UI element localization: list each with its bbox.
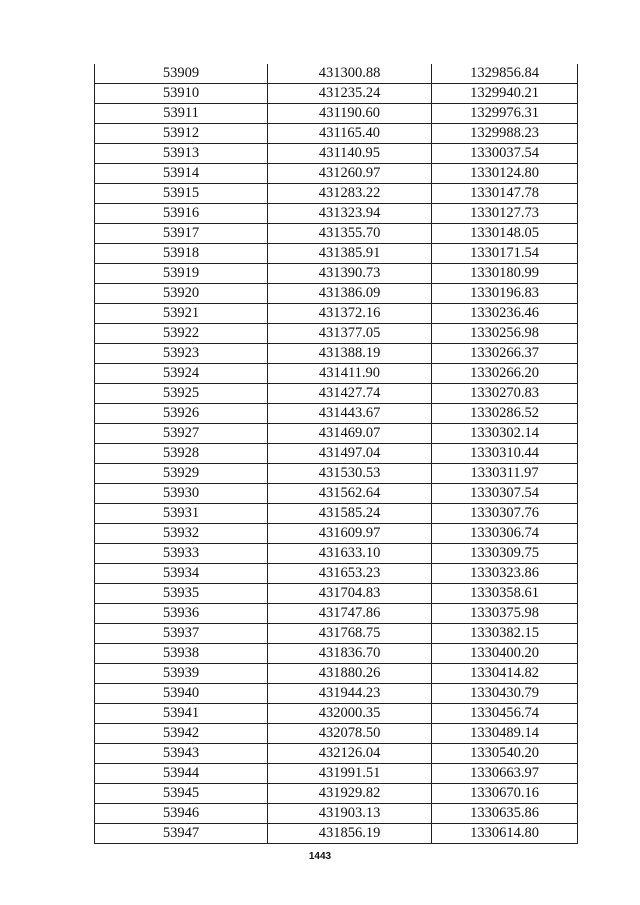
point-id-cell: 53925 <box>95 384 268 404</box>
table-row <box>95 564 578 584</box>
y-coordinate-cell: 1330489.14 <box>432 724 578 744</box>
y-coordinate-cell: 1330323.86 <box>432 564 578 584</box>
point-id-cell: 53909 <box>95 64 268 84</box>
point-id-cell: 53912 <box>95 124 268 144</box>
table-row <box>95 264 578 284</box>
y-coordinate-cell: 1330270.83 <box>432 384 578 404</box>
y-coordinate-cell: 1330430.79 <box>432 684 578 704</box>
table-row <box>95 124 578 144</box>
point-id-cell: 53923 <box>95 344 268 364</box>
table-row <box>95 104 578 124</box>
x-coordinate-cell: 431427.74 <box>268 384 432 404</box>
x-coordinate-cell: 431609.97 <box>268 524 432 544</box>
x-coordinate-cell: 431386.09 <box>268 284 432 304</box>
point-id-cell: 53926 <box>95 404 268 424</box>
table-row <box>95 624 578 644</box>
x-coordinate-cell: 431260.97 <box>268 164 432 184</box>
x-coordinate-cell: 431235.24 <box>268 84 432 104</box>
x-coordinate-cell: 431585.24 <box>268 504 432 524</box>
table-row <box>95 284 578 304</box>
table-row <box>95 404 578 424</box>
y-coordinate-cell: 1330670.16 <box>432 784 578 804</box>
x-coordinate-cell: 431836.70 <box>268 644 432 664</box>
point-id-cell: 53927 <box>95 424 268 444</box>
point-id-cell: 53919 <box>95 264 268 284</box>
x-coordinate-cell: 432078.50 <box>268 724 432 744</box>
point-id-cell: 53922 <box>95 324 268 344</box>
y-coordinate-cell: 1329856.84 <box>432 64 578 84</box>
y-coordinate-cell: 1330358.61 <box>432 584 578 604</box>
point-id-cell: 53941 <box>95 704 268 724</box>
x-coordinate-cell: 431562.64 <box>268 484 432 504</box>
point-id-cell: 53924 <box>95 364 268 384</box>
point-id-cell: 53946 <box>95 804 268 824</box>
y-coordinate-cell: 1330310.44 <box>432 444 578 464</box>
table-row <box>95 444 578 464</box>
point-id-cell: 53930 <box>95 484 268 504</box>
y-coordinate-cell: 1330414.82 <box>432 664 578 684</box>
y-coordinate-cell: 1330635.86 <box>432 804 578 824</box>
table-row <box>95 144 578 164</box>
point-id-cell: 53911 <box>95 104 268 124</box>
point-id-cell: 53931 <box>95 504 268 524</box>
y-coordinate-cell: 1330236.46 <box>432 304 578 324</box>
y-coordinate-cell: 1330307.76 <box>432 504 578 524</box>
point-id-cell: 53937 <box>95 624 268 644</box>
table-row <box>95 704 578 724</box>
table-row <box>95 504 578 524</box>
y-coordinate-cell: 1330266.20 <box>432 364 578 384</box>
table-row <box>95 464 578 484</box>
x-coordinate-cell: 431411.90 <box>268 364 432 384</box>
x-coordinate-cell: 431390.73 <box>268 264 432 284</box>
x-coordinate-cell: 431704.83 <box>268 584 432 604</box>
x-coordinate-cell: 431633.10 <box>268 544 432 564</box>
x-coordinate-cell: 431653.23 <box>268 564 432 584</box>
x-coordinate-cell: 431469.07 <box>268 424 432 444</box>
x-coordinate-cell: 431443.67 <box>268 404 432 424</box>
point-id-cell: 53939 <box>95 664 268 684</box>
x-coordinate-cell: 431388.19 <box>268 344 432 364</box>
point-id-cell: 53913 <box>95 144 268 164</box>
x-coordinate-cell: 431385.91 <box>268 244 432 264</box>
table-row <box>95 744 578 764</box>
y-coordinate-cell: 1330456.74 <box>432 704 578 724</box>
point-id-cell: 53916 <box>95 204 268 224</box>
point-id-cell: 53921 <box>95 304 268 324</box>
y-coordinate-cell: 1330256.98 <box>432 324 578 344</box>
table-row <box>95 584 578 604</box>
x-coordinate-cell: 431929.82 <box>268 784 432 804</box>
y-coordinate-cell: 1330148.05 <box>432 224 578 244</box>
x-coordinate-cell: 431747.86 <box>268 604 432 624</box>
table-body <box>95 64 578 844</box>
point-id-cell: 53929 <box>95 464 268 484</box>
y-coordinate-cell: 1330307.54 <box>432 484 578 504</box>
x-coordinate-cell: 431372.16 <box>268 304 432 324</box>
point-id-cell: 53920 <box>95 284 268 304</box>
table-row <box>95 484 578 504</box>
x-coordinate-cell: 431140.95 <box>268 144 432 164</box>
x-coordinate-cell: 431880.26 <box>268 664 432 684</box>
x-coordinate-cell: 431768.75 <box>268 624 432 644</box>
table-row <box>95 644 578 664</box>
y-coordinate-cell: 1330306.74 <box>432 524 578 544</box>
y-coordinate-cell: 1330147.78 <box>432 184 578 204</box>
y-coordinate-cell: 1330400.20 <box>432 644 578 664</box>
y-coordinate-cell: 1330540.20 <box>432 744 578 764</box>
point-id-cell: 53943 <box>95 744 268 764</box>
table-row <box>95 524 578 544</box>
x-coordinate-cell: 432126.04 <box>268 744 432 764</box>
x-coordinate-cell: 431355.70 <box>268 224 432 244</box>
point-id-cell: 53928 <box>95 444 268 464</box>
table-row <box>95 224 578 244</box>
y-coordinate-cell: 1329988.23 <box>432 124 578 144</box>
y-coordinate-cell: 1330196.83 <box>432 284 578 304</box>
table-row <box>95 544 578 564</box>
y-coordinate-cell: 1330124.80 <box>432 164 578 184</box>
point-id-cell: 53940 <box>95 684 268 704</box>
x-coordinate-cell: 431165.40 <box>268 124 432 144</box>
x-coordinate-cell: 431283.22 <box>268 184 432 204</box>
table-row <box>95 824 578 844</box>
y-coordinate-cell: 1330127.73 <box>432 204 578 224</box>
x-coordinate-cell: 431497.04 <box>268 444 432 464</box>
table-row <box>95 604 578 624</box>
x-coordinate-cell: 431300.88 <box>268 64 432 84</box>
point-id-cell: 53938 <box>95 644 268 664</box>
point-id-cell: 53917 <box>95 224 268 244</box>
x-coordinate-cell: 432000.35 <box>268 704 432 724</box>
table-row <box>95 184 578 204</box>
point-id-cell: 53945 <box>95 784 268 804</box>
x-coordinate-cell: 431377.05 <box>268 324 432 344</box>
x-coordinate-cell: 431903.13 <box>268 804 432 824</box>
x-coordinate-cell: 431323.94 <box>268 204 432 224</box>
y-coordinate-cell: 1329940.21 <box>432 84 578 104</box>
table-row <box>95 684 578 704</box>
point-id-cell: 53933 <box>95 544 268 564</box>
y-coordinate-cell: 1330663.97 <box>432 764 578 784</box>
point-id-cell: 53935 <box>95 584 268 604</box>
table-row <box>95 384 578 404</box>
y-coordinate-cell: 1330037.54 <box>432 144 578 164</box>
table-row <box>95 804 578 824</box>
y-coordinate-cell: 1330286.52 <box>432 404 578 424</box>
table-row <box>95 324 578 344</box>
table-row <box>95 84 578 104</box>
point-id-cell: 53942 <box>95 724 268 744</box>
point-id-cell: 53947 <box>95 824 268 844</box>
y-coordinate-cell: 1330302.14 <box>432 424 578 444</box>
x-coordinate-cell: 431856.19 <box>268 824 432 844</box>
table-row <box>95 64 578 84</box>
y-coordinate-cell: 1330309.75 <box>432 544 578 564</box>
table-row <box>95 764 578 784</box>
y-coordinate-cell: 1330311.97 <box>432 464 578 484</box>
point-id-cell: 53914 <box>95 164 268 184</box>
y-coordinate-cell: 1329976.31 <box>432 104 578 124</box>
y-coordinate-cell: 1330375.98 <box>432 604 578 624</box>
table-row <box>95 364 578 384</box>
y-coordinate-cell: 1330180.99 <box>432 264 578 284</box>
y-coordinate-cell: 1330614.80 <box>432 824 578 844</box>
y-coordinate-cell: 1330266.37 <box>432 344 578 364</box>
point-id-cell: 53936 <box>95 604 268 624</box>
x-coordinate-cell: 431991.51 <box>268 764 432 784</box>
table-row <box>95 724 578 744</box>
table-row <box>95 244 578 264</box>
y-coordinate-cell: 1330171.54 <box>432 244 578 264</box>
point-id-cell: 53910 <box>95 84 268 104</box>
y-coordinate-cell: 1330382.15 <box>432 624 578 644</box>
table-row <box>95 304 578 324</box>
table-row <box>95 344 578 364</box>
point-id-cell: 53944 <box>95 764 268 784</box>
table-row <box>95 164 578 184</box>
page-number: 1443 <box>308 851 332 862</box>
point-id-cell: 53915 <box>95 184 268 204</box>
table-row <box>95 424 578 444</box>
table-row <box>95 784 578 804</box>
x-coordinate-cell: 431944.23 <box>268 684 432 704</box>
table-row <box>95 664 578 684</box>
x-coordinate-cell: 431530.53 <box>268 464 432 484</box>
table-row <box>95 204 578 224</box>
coordinate-table <box>94 64 578 844</box>
point-id-cell: 53918 <box>95 244 268 264</box>
point-id-cell: 53932 <box>95 524 268 544</box>
x-coordinate-cell: 431190.60 <box>268 104 432 124</box>
point-id-cell: 53934 <box>95 564 268 584</box>
